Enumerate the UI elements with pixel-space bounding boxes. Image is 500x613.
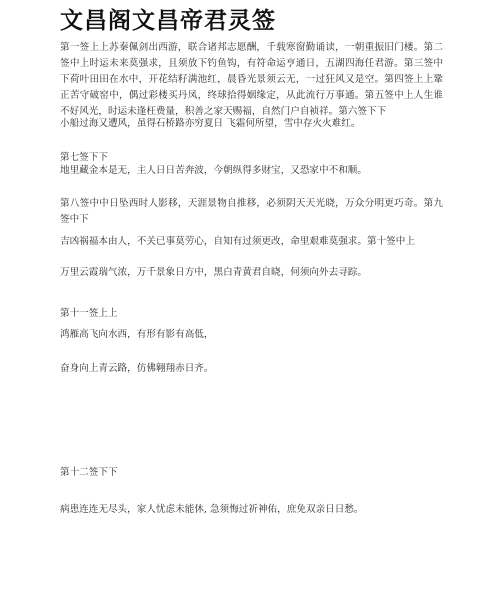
- heading-sign-12: 第十二签下下: [60, 467, 118, 478]
- paragraph-sign-12-verse: 病患连连无尽头，家人忧虑未能休, 急须悔过祈神佑，庶免双亲日日愁。: [60, 504, 364, 515]
- paragraph-sign-11-line-1: 鸿雁高飞向水西，有形有影有高低，: [60, 329, 214, 340]
- paragraph-signs-9-10: 吉凶祸福本由人，不关已事莫劳心，自知有过须更改，命里艰难莫强求。第十签中上: [60, 236, 415, 247]
- heading-sign-7: 第七签下下: [60, 152, 108, 163]
- paragraph-sign-6-verse: 小船过海又遭风，虽得石桥路亦穷夏日 飞霜何所望，雪中存火火难红。: [60, 118, 361, 129]
- paragraph-sign-7-verse: 地里藏金本是无，主人日日苦奔波，今朝纵得多财宝，又恐家中不和顺。: [60, 165, 367, 176]
- page-title: 文昌阁文昌帝君灵签: [60, 7, 276, 34]
- paragraph-signs-1-to-6: 第一签上上苏秦佩剑出西游，联合诸邦志愿酬，千载寒窗勤诵读，一朝重振旧门楼。第二签中上时运未来莫强求，且须放下钓鱼钩，有符命运亨通日，五湖四海任君游。第三签中下荷叶田田在水中，开花结籽满池红，晨昏光景须云无，一过狂风又是空。第四签上上鞏正苦守破窑中，偶过彩楼买丹凤，终球拾得姻缘定，从此流行万事通。第五签中上人生谁不好风光，时运未逢枉费量，积善之家天赐福，自然门户自祯祥。第六签下下: [60, 42, 443, 117]
- paragraph-sign-10-verse: 万里云霞瑞气浓，万千景象日方中，黑白青黄君自晓，何须向外去寻踪。: [60, 267, 367, 278]
- paragraph-signs-8-9: 第八签中中日坠西时人影移，天涯景物自推移，必须阴天天光晓，万众分明更巧奇。第九签中下: [60, 198, 443, 225]
- paragraph-sign-11-line-2: 奋身向上青云路，仿佛翱翔赤日齐。: [60, 363, 214, 374]
- heading-sign-11: 第十一签上上: [60, 308, 118, 319]
